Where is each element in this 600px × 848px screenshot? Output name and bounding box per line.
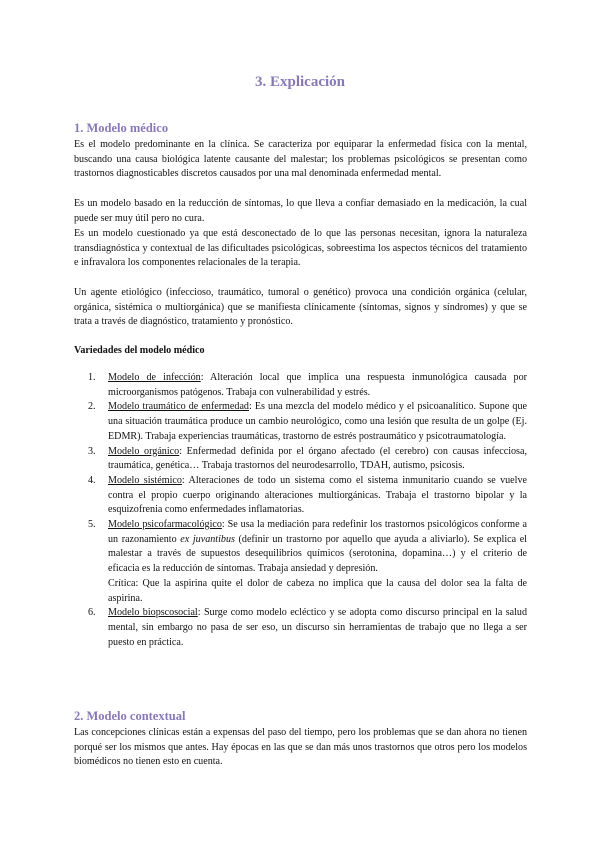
paragraph-modelo-medico-2: Es un modelo basado en la reducción de síntomas, lo que lleva a confiar demasiado en la medicación, la cual puede ser muy útil pero no cura. [74,198,527,224]
list-term: Modelo orgánico [108,445,180,457]
paragraph-agente-etiologico: Un agente etiológico (infeccioso, traumático, tumoral o genético) provoca una condición orgánica (celular, orgánica, sistémica o multiorgánica) que se manifiesta clínicamente (síntomas, signos y síndromes) y que se trata a través de diagnóstico, tratamiento y pronóstico. [74,287,527,328]
list-item [74,474,527,518]
list-item [74,400,527,444]
list-number: 5. [88,519,96,531]
list-text: : Alteraciones de todo un sistema como el sistema inmunitario cuando se vuelve contra el propio cuerpo originando alteraciones multiorgánicas. Trabaja el trastorno bipolar y la esquizofrenia como enfermedades inflamatorias. [108,474,527,516]
paragraph-modelo-contextual: Las concepciones clínicas están a expensas del paso del tiempo, pero los problemas que se dan ahora no tienen porqué ser los mismos que antes. Hay épocas en las que se dan más unos trastornos que otros pero los modelos biomédicos no tienen esto en cuenta. [74,727,527,768]
list-term: Modelo psicofarmacológico [108,519,222,531]
section-heading-modelo-contextual: 2. Modelo contextual [74,709,186,723]
list-number: 4. [88,474,96,486]
list-term: Modelo traumático de enfermedad [108,401,249,413]
list-number: 1. [88,372,96,383]
list-number: 2. [88,401,96,413]
page-title: 3. Explicación [254,74,345,90]
list-text: : Alteración local que implica una respuesta inmunológica causada por microorganismos patógenos. Trabaja con vulnerabilidad y estrés. [108,372,527,398]
list-text: : Es una mezcla del modelo médico y el psicoanalítico. Supone que una situación traumática produce un cambio neurológico, como una lesión que resulta de un golpe (Ej. EDMR). Trabaja experiencias traumáticas, trastorno de estrés postraumático y psicotraumatología. [108,401,527,442]
list-text: : Surge como modelo ecléctico y se adopta como discurso principal en la salud mental, sin embargo no pasa de ser eso, un discurso sin herramientas de trabajo que no llega a ser puesto en práctica. [108,607,527,648]
section-heading-modelo-medico: 1. Modelo médico [74,121,169,135]
list-item [74,445,527,474]
list-critica: Crítica: Que la aspirina quite el dolor de cabeza no implica que la causa del dolor sea la falta de aspirina. [108,577,527,604]
list-italic-term: ex juvantibus [180,533,235,545]
list-term: Modelo de infección [108,372,201,383]
variants-heading: Variedades del modelo médico [74,345,205,356]
list-text: : Enfermedad definida por el órgano afectado (el cerebro) con causas infecciosa, traumática, genética… Trabaja trastornos del neurodesarrollo, TDAH, autismo, psicosis. [108,445,527,472]
paragraph-modelo-medico-3: Es un modelo cuestionado ya que está desconectado de lo que las personas necesitan, ignora la naturaleza transdiagnóstica y contextual de las dificultades psicológicas, sobreestima los aspectos técnicos del tratamiento e infravalora los componentes relacionales de la terapia. [74,228,527,269]
list-number: 3. [88,445,96,457]
list-item [74,606,527,650]
list-text: (definir un trastorno por aquello que ayuda a aliviarlo). Se explica el malestar a través de supuestos desequilibrios químicos (serotonina, dopamina…) y el criterio de eficacia es la reducción de síntomas. Trabaja ansiedad y depresión. [108,533,527,575]
variants-list [74,371,527,650]
list-term: Modelo biopscosocial [108,607,198,619]
list-item [74,371,527,400]
list-term: Modelo sistémico [108,474,182,486]
list-number: 6. [88,607,96,619]
paragraph-modelo-medico-1: Es el modelo predominante en la clínica. Se caracteriza por equiparar la enfermedad física con la mental, buscando una causa biológica latente causante del malestar; los problemas psicológicos se presentan como trastornos diagnosticables discretos causados por una mal denominada enfermedad mental. [74,139,527,180]
list-item [74,518,527,606]
list-text: : Se usa la mediación para redefinir los trastornos psicológicos conforme a un razonamiento [108,519,527,545]
